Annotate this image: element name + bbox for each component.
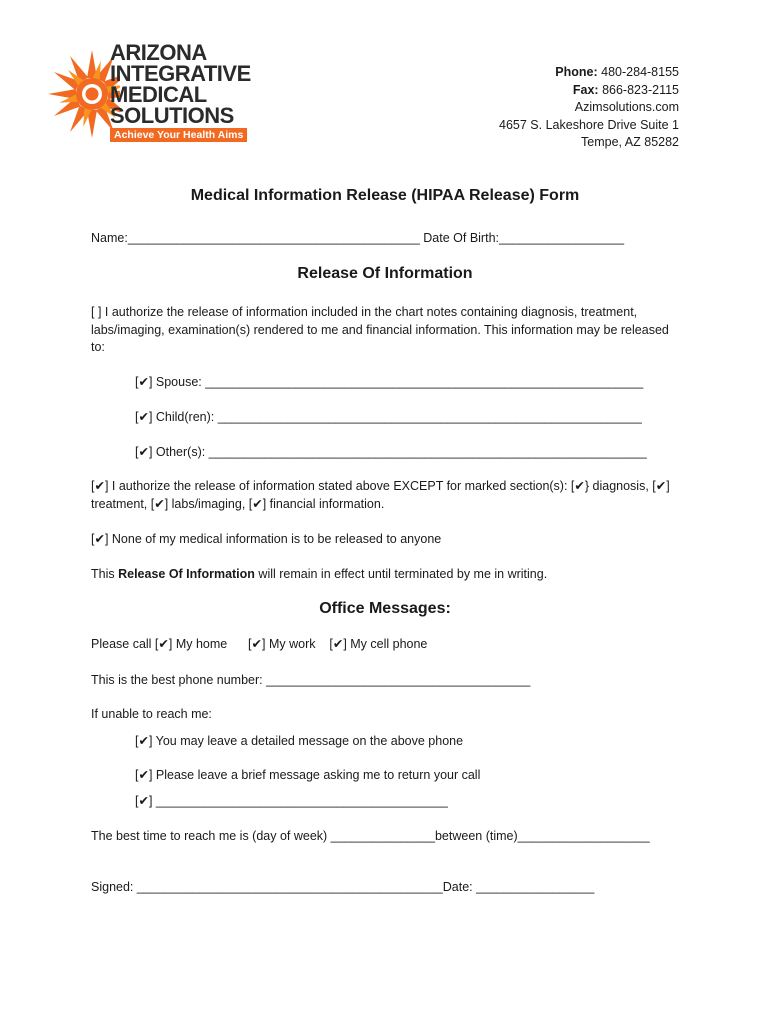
phone-label: Phone: bbox=[555, 65, 598, 79]
please-call-options[interactable]: Please call [✔] My home [✔] My work [✔] My cell phone bbox=[91, 637, 428, 651]
none-released-option[interactable]: [✔] None of my medical information is to be released to anyone bbox=[91, 532, 442, 546]
spouse-field[interactable]: [✔] Spouse: _______________________________________________________________ bbox=[135, 375, 644, 389]
section-office-messages-title: Office Messages: bbox=[319, 600, 451, 617]
effect-pre: This bbox=[91, 567, 119, 581]
company-logo bbox=[44, 40, 274, 152]
sun-icon bbox=[44, 40, 120, 144]
best-phone-field[interactable]: This is the best phone number: ______________________________________ bbox=[91, 673, 531, 687]
logo-wordmark bbox=[110, 42, 251, 126]
phone-number: 480-284-8155 bbox=[601, 65, 679, 79]
unable-to-reach-label: If unable to reach me: bbox=[91, 707, 212, 721]
effect-post: will remain in effect until terminated by me in writing. bbox=[254, 567, 548, 581]
effect-statement bbox=[91, 566, 547, 583]
others-field[interactable]: [✔] Other(s): _______________________________________________________________ bbox=[135, 445, 647, 459]
logo-tagline: Achieve Your Health Aims bbox=[110, 128, 247, 142]
fax-line bbox=[499, 82, 679, 100]
address-line-2: Tempe, AZ 85282 bbox=[581, 135, 679, 149]
authorize-except-text: [✔] I authorize the release of information stated above EXCEPT for marked section(s): [✔} diagnosis, [✔] treatment, [✔] labs/imaging, [✔] financial information. bbox=[91, 479, 670, 511]
brief-message-option[interactable]: [✔] Please leave a brief message asking me to return your call bbox=[135, 768, 481, 782]
logo-line-arizona: ARIZONA bbox=[110, 40, 207, 65]
best-time-field[interactable]: The best time to reach me is (day of week) _______________between (time)___________________ bbox=[91, 829, 650, 843]
children-field[interactable]: [✔] Child(ren): _____________________________________________________________ bbox=[135, 410, 642, 424]
phone-line bbox=[499, 64, 679, 82]
logo-line-medical: MEDICAL bbox=[110, 82, 207, 107]
other-message-field[interactable]: [✔] __________________________________________ bbox=[135, 794, 448, 808]
form-title: Medical Information Release (HIPAA Release) Form bbox=[190, 187, 580, 204]
fax-number: 866-823-2115 bbox=[602, 82, 679, 97]
effect-bold: Release Of Information bbox=[118, 567, 255, 581]
authorize-release-text: [ ] I authorize the release of information included in the chart notes containing diagnosis, treatment, labs/imaging, examination(s) rendered to me and financial information. This information may be released to: bbox=[91, 305, 669, 354]
section-release-title: Release Of Information bbox=[297, 265, 473, 282]
logo-line-solutions: SOLUTIONS bbox=[110, 103, 234, 128]
detailed-message-option[interactable]: [✔] You may leave a detailed message on the above phone bbox=[135, 734, 464, 748]
name-dob-line[interactable]: Name:__________________________________________ Date Of Birth:__________________ bbox=[91, 231, 625, 245]
logo-line-integrative: INTEGRATIVE bbox=[110, 61, 251, 86]
website: Azimsolutions.com bbox=[574, 100, 679, 114]
contact-block bbox=[499, 64, 679, 152]
fax-label: Fax: bbox=[572, 82, 599, 97]
signature-date-field[interactable]: Signed: ____________________________________________Date: _________________ bbox=[91, 880, 595, 894]
address-line-1: 4657 S. Lakeshore Drive Suite 1 bbox=[499, 117, 679, 132]
